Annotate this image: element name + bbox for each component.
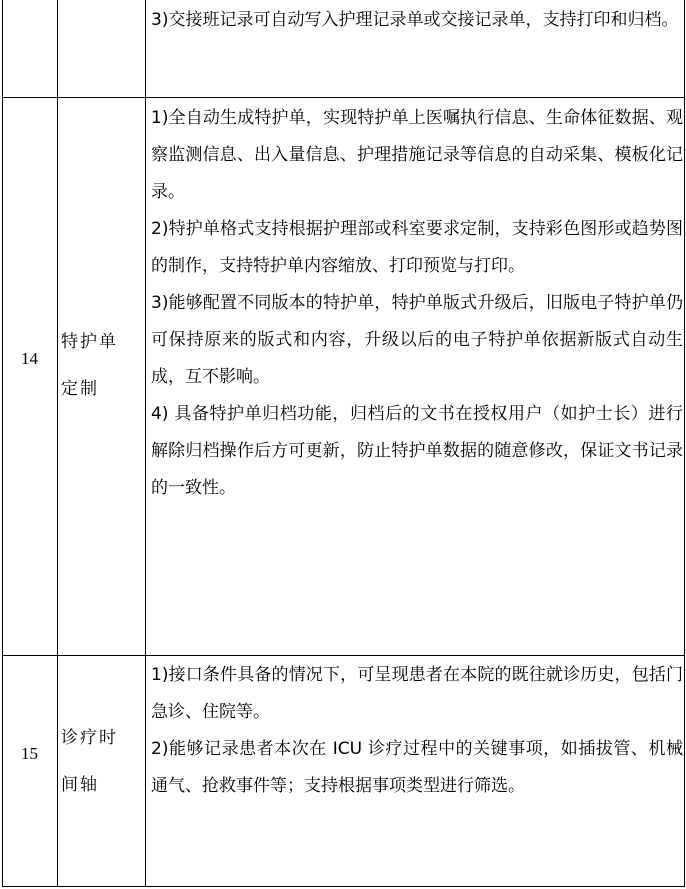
row-divider xyxy=(2,97,684,98)
description-paragraph: 1)接口条件具备的情况下，可呈现患者在本院的既往就诊历史，包括门急诊、住院等。 xyxy=(151,665,683,722)
description-paragraph: 2)能够记录患者本次在 ICU 诊疗过程中的关键事项，如插拔管、机械通气、抢救事件等；支持根据事项类型进行筛选。 xyxy=(151,739,683,796)
row-name-line: 定制 xyxy=(61,379,99,399)
row-divider xyxy=(2,655,684,656)
table-bottom-border xyxy=(2,886,684,887)
row-description xyxy=(151,2,683,39)
row-number: 15 xyxy=(21,744,38,763)
description-paragraph: 4) 具备特护单归档功能，归档后的文书在授权用户（如护士长）进行解除归档操作后方可更新，防止特护单数据的随意修改，保证文书记录的一致性。 xyxy=(151,404,683,498)
row-name xyxy=(61,327,145,404)
row-description xyxy=(151,100,683,507)
row-number: 14 xyxy=(21,349,38,368)
column-divider xyxy=(145,0,146,887)
column-divider xyxy=(57,0,58,887)
row-name-line: 间轴 xyxy=(61,775,99,795)
description-paragraph: 1)全自动生成特护单，实现特护单上医嘱执行信息、生命体征数据、观察监测信息、出入量信息、护理措施记录等信息的自动采集、模板化记录。 xyxy=(151,108,683,202)
description-paragraph: 3)交接班记录可自动写入护理记录单或交接记录单，支持打印和归档。 xyxy=(151,10,679,30)
description-paragraph: 2)特护单格式支持根据护理部或科室要求定制，支持彩色图形或趋势图的制作，支持特护单内容缩放、打印预览与打印。 xyxy=(151,219,683,276)
row-name xyxy=(61,723,145,800)
description-paragraph: 3)能够配置不同版本的特护单，特护单版式升级后，旧版电子特护单仍可保持原来的版式和内容，升级以后的电子特护单依据新版式自动生成，互不影响。 xyxy=(151,293,683,387)
row-name-line: 特护单 xyxy=(61,332,118,352)
row-name-line: 诊疗时 xyxy=(61,728,118,748)
table-right-border xyxy=(684,0,685,887)
row-description xyxy=(151,657,683,805)
